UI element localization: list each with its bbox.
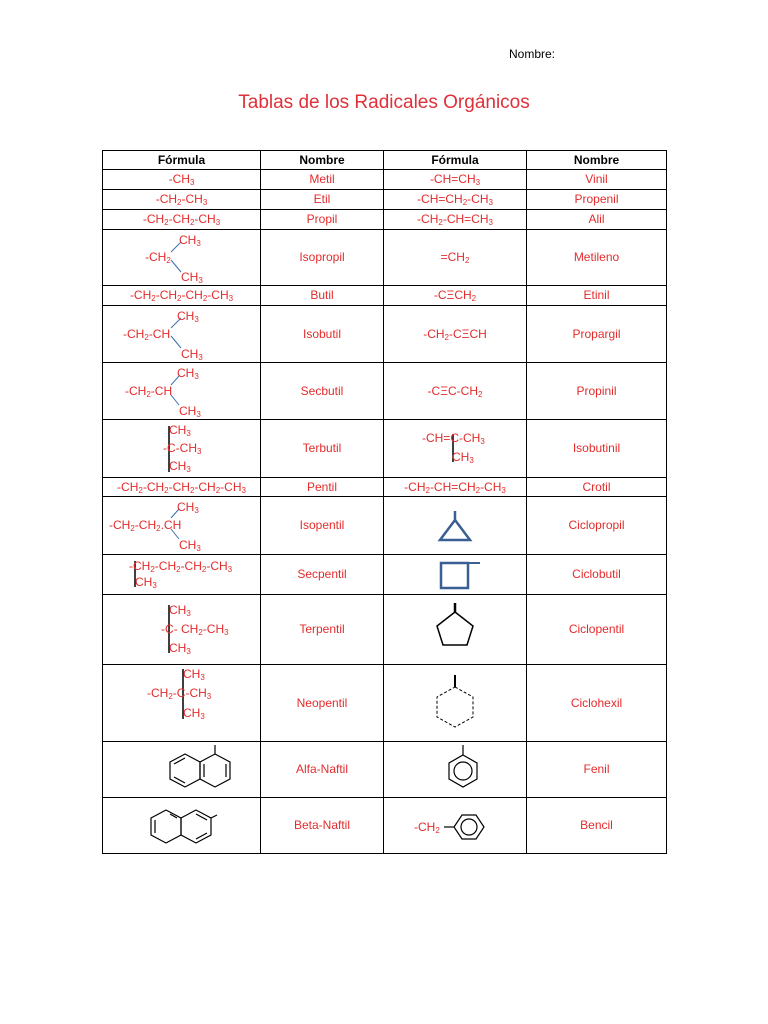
header-formula-2: Fórmula bbox=[384, 151, 527, 170]
formula-isobutinil: $-CH=C-CH_3$ $CH_3$ bbox=[384, 420, 527, 478]
name-secbutil: Secbutil bbox=[261, 363, 384, 420]
name-etinil: Etinil bbox=[527, 286, 667, 306]
formula-vinil: $-CH=CH_3$ bbox=[384, 170, 527, 190]
name-metil: Metil bbox=[261, 170, 384, 190]
phenyl-icon bbox=[384, 742, 527, 797]
cyclohexyl-icon bbox=[384, 665, 527, 741]
name-propinil: Propinil bbox=[527, 363, 667, 420]
name-butil: Butil bbox=[261, 286, 384, 306]
name-propil: Propil bbox=[261, 210, 384, 230]
name-secpentil: Secpentil bbox=[261, 555, 384, 595]
table-row bbox=[103, 306, 667, 363]
bond-lines bbox=[103, 665, 261, 741]
cyclopropyl-structure bbox=[384, 497, 527, 555]
table-row bbox=[103, 742, 667, 798]
name-etil: Etil bbox=[261, 190, 384, 210]
beta-naphthyl-icon bbox=[103, 798, 261, 853]
table-row bbox=[103, 286, 667, 306]
bond-lines bbox=[384, 420, 527, 478]
cyclobutyl-structure bbox=[384, 555, 527, 595]
name-vinil: Vinil bbox=[527, 170, 667, 190]
name-pentil: Pentil bbox=[261, 478, 384, 497]
cyclobutyl-icon bbox=[384, 555, 527, 594]
table-row bbox=[103, 497, 667, 555]
header-nombre-1: Nombre bbox=[261, 151, 384, 170]
formula-neopentil: $CH_3$ $-CH_2-C-CH_3$ $CH_3$ bbox=[103, 665, 261, 742]
formula-isobutil: $CH_3$ $-CH_2-CH$ $CH_3$ bbox=[103, 306, 261, 363]
table-row bbox=[103, 798, 667, 854]
name-isobutinil: Isobutinil bbox=[527, 420, 667, 478]
formula-propenil: $-CH=CH_2-CH_3$ bbox=[384, 190, 527, 210]
name-fenil: Fenil bbox=[527, 742, 667, 798]
formula-isopropil: $CH_3$ $-CH_2$ $CH_3$ bbox=[103, 230, 261, 286]
formula-propargil: $-CH_2$-CΞCH bbox=[384, 306, 527, 363]
name-terpentil: Terpentil bbox=[261, 595, 384, 665]
name-isobutil: Isobutil bbox=[261, 306, 384, 363]
formula-etinil: $-C\Xi CH_2$ bbox=[384, 286, 527, 306]
name-metileno: Metileno bbox=[527, 230, 667, 286]
name-crotil: Crotil bbox=[527, 478, 667, 497]
cyclohexyl-structure bbox=[384, 665, 527, 742]
name-bencil: Bencil bbox=[527, 798, 667, 854]
formula-pentil: $-CH_2-CH_2-CH_2-CH_2-CH_3$ bbox=[103, 478, 261, 497]
formula-etil: $-CH_2-CH_3$ bbox=[103, 190, 261, 210]
name-neopentil: Neopentil bbox=[261, 665, 384, 742]
cyclopropyl-icon bbox=[384, 497, 527, 554]
name-ciclopentil: Ciclopentil bbox=[527, 595, 667, 665]
cyclopentyl-structure bbox=[384, 595, 527, 665]
formula-secbutil: $CH_3$ $-CH_2-CH$ $CH_3$ bbox=[103, 363, 261, 420]
name-alil: Alil bbox=[527, 210, 667, 230]
beta-naphthyl-structure bbox=[103, 798, 261, 854]
name-ciclopropil: Ciclopropil bbox=[527, 497, 667, 555]
table-row bbox=[103, 363, 667, 420]
formula-isopentil: $CH_3$ $-CH_2-CH_2.CH$ $CH_3$ bbox=[103, 497, 261, 555]
name-beta-naftil: Beta-Naftil bbox=[261, 798, 384, 854]
table-row bbox=[103, 170, 667, 190]
page-title: Tablas de los Radicales Orgánicos bbox=[238, 92, 530, 113]
formula-metileno: $=CH_2$ bbox=[384, 230, 527, 286]
name-ciclohexil: Ciclohexil bbox=[527, 665, 667, 742]
table-header-row bbox=[103, 151, 667, 170]
nombre-label: Nombre: bbox=[509, 47, 556, 61]
formula-terbutil: $CH_3$ $-C-CH_3$ $CH_3$ bbox=[103, 420, 261, 478]
table-row bbox=[103, 230, 667, 286]
formula-terpentil: $CH_3$ -C- $CH_2-CH_3$ $CH_3$ bbox=[103, 595, 261, 665]
formula-propinil: $-C\Xi C-CH_2$ bbox=[384, 363, 527, 420]
formula-bencil: $-CH_2$ bbox=[384, 798, 527, 854]
table-row bbox=[103, 210, 667, 230]
alfa-naphthyl-icon bbox=[103, 742, 261, 797]
cyclopentyl-icon bbox=[384, 595, 527, 664]
name-ciclobutil: Ciclobutil bbox=[527, 555, 667, 595]
table-row bbox=[103, 555, 667, 595]
phenyl-structure bbox=[384, 742, 527, 798]
formula-secpentil: $-CH_2-CH_2-CH_2-CH_3$ $CH_3$ bbox=[103, 555, 261, 595]
formula-alil: $-CH_2-CH=CH_3$ bbox=[384, 210, 527, 230]
name-propenil: Propenil bbox=[527, 190, 667, 210]
name-isopropil: Isopropil bbox=[261, 230, 384, 286]
alfa-naphthyl-structure bbox=[103, 742, 261, 798]
table-row bbox=[103, 665, 667, 742]
header-formula-1: Fórmula bbox=[103, 151, 261, 170]
header-nombre-2: Nombre bbox=[527, 151, 667, 170]
table-row bbox=[103, 420, 667, 478]
table-row bbox=[103, 190, 667, 210]
table-row bbox=[103, 595, 667, 665]
table-row bbox=[103, 478, 667, 497]
name-propargil: Propargil bbox=[527, 306, 667, 363]
benzyl-ring-icon bbox=[384, 798, 527, 853]
formula-metil: $-CH_3$ bbox=[103, 170, 261, 190]
radicals-table bbox=[102, 150, 667, 854]
name-terbutil: Terbutil bbox=[261, 420, 384, 478]
name-isopentil: Isopentil bbox=[261, 497, 384, 555]
name-alfa-naftil: Alfa-Naftil bbox=[261, 742, 384, 798]
formula-propil: $-CH_2-CH_2-CH_3$ bbox=[103, 210, 261, 230]
formula-crotil: $-CH_2-CH=CH_2-CH_3$ bbox=[384, 478, 527, 497]
formula-butil: $-CH_2-CH_2-CH_2-CH_3$ bbox=[103, 286, 261, 306]
